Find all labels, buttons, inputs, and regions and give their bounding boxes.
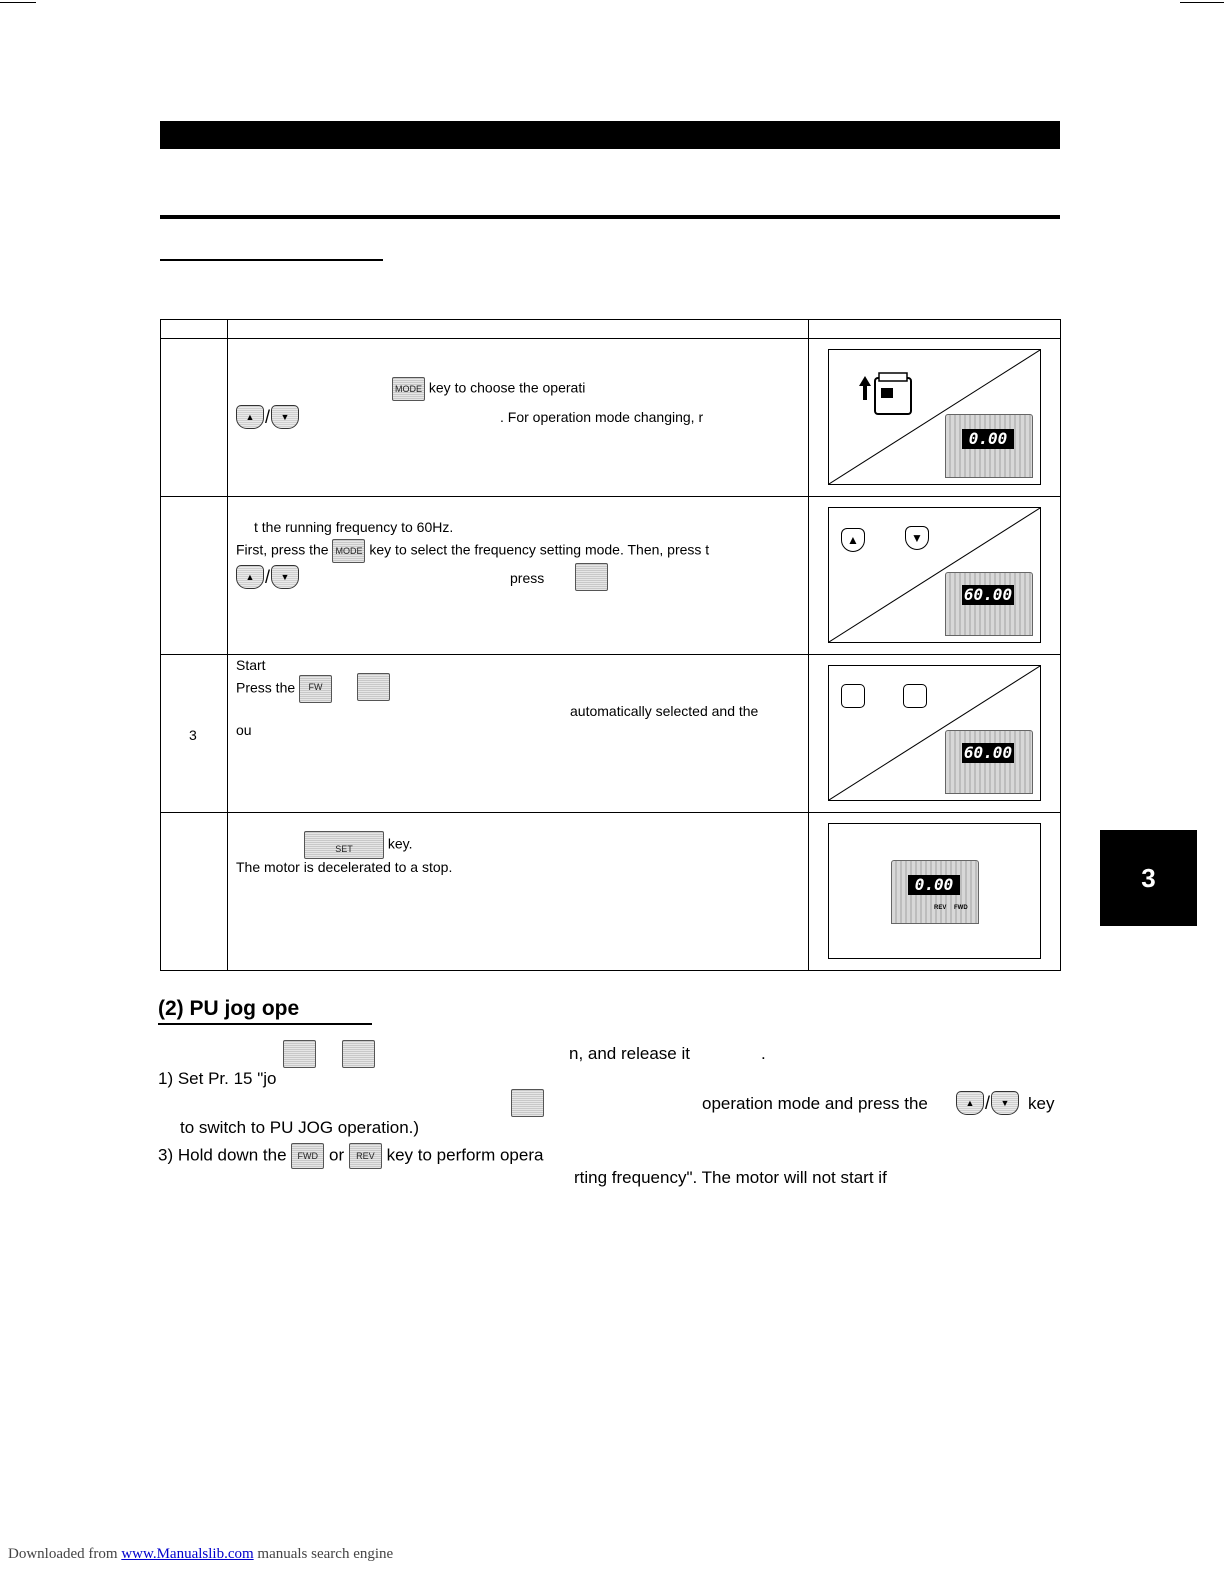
operation-panel-illustration — [828, 665, 1041, 801]
slash: / — [265, 407, 271, 427]
down-key-icon: ▼ — [271, 405, 299, 429]
step-number-cell — [161, 655, 228, 813]
step-description-cell — [228, 655, 809, 813]
body-line: 3) Hold down the FWD or REV key to perform opera — [158, 1143, 543, 1169]
set-key-icon — [575, 563, 608, 591]
crop-mark-right — [1180, 2, 1224, 3]
mode-key-icon — [511, 1089, 544, 1117]
step-line: Press the FW — [236, 675, 332, 703]
body-line: key — [1028, 1094, 1055, 1113]
up-arrow-icon: ▲ — [841, 528, 865, 552]
fwd-key-icon — [283, 1040, 316, 1068]
display-readout: 0.00 — [908, 875, 960, 895]
table-row — [161, 655, 1061, 813]
section-heading: (2) PU jog ope — [158, 997, 300, 1020]
display-readout: 60.00 — [963, 585, 1013, 604]
step-image-cell — [809, 339, 1061, 497]
mode-key-icon: MODE — [392, 377, 425, 401]
down-key-icon: ▼ — [991, 1091, 1019, 1115]
body-line: 1) Set Pr. 15 "jo — [158, 1069, 277, 1088]
operation-steps-table — [160, 319, 1061, 971]
step-line: SET key. — [304, 831, 413, 859]
step-line: MODE key to choose the operati — [392, 377, 585, 401]
crop-mark-left — [0, 2, 36, 3]
inverter-display — [891, 860, 979, 924]
header-display-cell — [809, 320, 1061, 339]
step-line: First, press the MODE key to select the frequency setting mode. Then, press t — [236, 539, 709, 563]
step-line — [236, 565, 299, 589]
stop-reset-key-icon: SET — [304, 831, 384, 859]
step-line: automatically selected and the — [570, 703, 759, 719]
step-number: 3 — [189, 727, 197, 743]
header-operation-cell — [228, 320, 809, 339]
down-arrow-icon: ▼ — [905, 526, 929, 550]
subsection-underline — [160, 259, 383, 261]
down-key-icon: ▼ — [271, 565, 299, 589]
download-footer: Downloaded from www.Manualslib.com manuals search engine — [8, 1546, 394, 1562]
fwd-button-icon — [841, 684, 865, 708]
slash: / — [265, 567, 271, 587]
step-line: The motor is decelerated to a stop. — [236, 859, 453, 875]
body-line: . — [761, 1044, 766, 1063]
operation-panel-illustration — [828, 507, 1041, 643]
step-line — [236, 405, 299, 429]
up-key-icon: ▲ — [236, 565, 264, 589]
fwd-label: FWD — [954, 905, 968, 911]
step-number-cell — [161, 339, 228, 497]
step-image-cell — [809, 813, 1061, 971]
rev-key-icon: REV — [349, 1143, 382, 1169]
rev-label: REV — [934, 905, 947, 911]
step-number-cell — [161, 497, 228, 655]
operation-panel-illustration — [828, 349, 1041, 485]
step-description-cell — [228, 339, 809, 497]
manualslib-link[interactable]: www.Manualslib.com — [121, 1546, 254, 1562]
body-line: operation mode and press the — [702, 1094, 928, 1113]
step-image-cell — [809, 655, 1061, 813]
mode-key-icon: MODE — [332, 539, 365, 563]
table-row — [161, 339, 1061, 497]
step-line: Start — [236, 657, 266, 673]
operation-panel-illustration — [828, 823, 1041, 959]
section-heading-underline — [158, 1023, 372, 1025]
up-key-icon: ▲ — [956, 1091, 984, 1115]
up-key-icon: ▲ — [236, 405, 264, 429]
step-number-cell — [161, 813, 228, 971]
step-description-cell — [228, 813, 809, 971]
slash: / — [985, 1093, 991, 1113]
step-line: ou — [236, 722, 252, 738]
inverter-display — [945, 572, 1033, 636]
step-line: press — [510, 570, 545, 586]
display-readout: 60.00 — [963, 743, 1013, 762]
display-readout: 0.00 — [962, 429, 1014, 449]
body-line: rting frequency". The motor will not start if — [574, 1168, 887, 1187]
table-row — [161, 813, 1061, 971]
step-line: . For operation mode changing, r — [500, 409, 704, 425]
table-row — [161, 497, 1061, 655]
body-line: to switch to PU JOG operation.) — [180, 1118, 420, 1137]
step-line: t the running frequency to 60Hz. — [254, 519, 454, 535]
rev-button-icon — [903, 684, 927, 708]
title-bar — [160, 121, 1060, 149]
step-image-cell — [809, 497, 1061, 655]
up-down-keys — [956, 1091, 1019, 1115]
body-line: n, and release it — [569, 1044, 690, 1063]
fwd-key-icon: FWD — [291, 1143, 324, 1169]
inverter-display — [945, 730, 1033, 794]
header-step-cell — [161, 320, 228, 339]
rev-key-icon — [342, 1040, 375, 1068]
rev-key-icon — [357, 673, 390, 701]
table-header-row — [161, 320, 1061, 339]
fwd-key-icon: FW — [299, 675, 332, 703]
step-description-cell — [228, 497, 809, 655]
pu-unit-icon — [849, 370, 919, 418]
inverter-display — [945, 414, 1033, 478]
chapter-tab: 3 — [1100, 830, 1197, 926]
section-rule — [160, 215, 1060, 219]
